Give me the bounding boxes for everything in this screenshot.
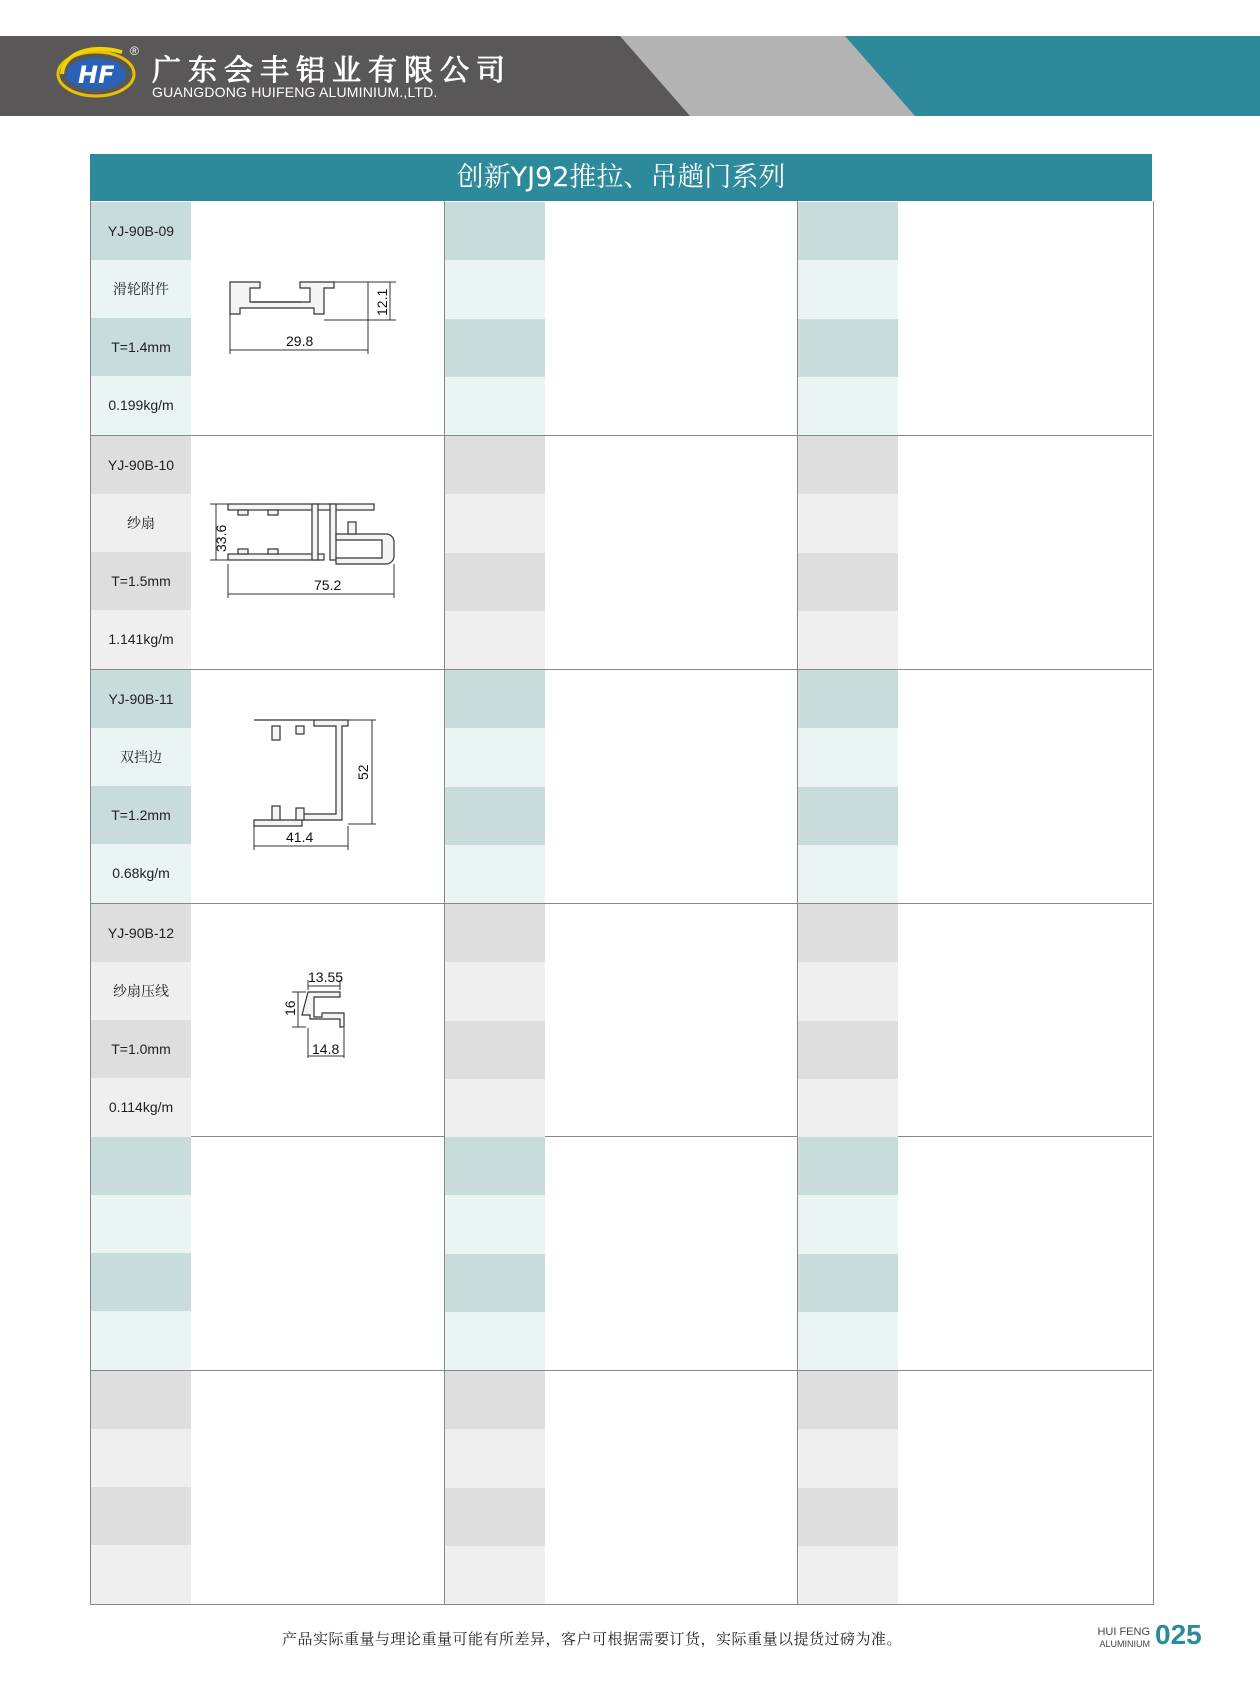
empty-label-cell: [798, 319, 898, 378]
product-weight: 0.199kg/m: [91, 376, 191, 435]
empty-label-cell: [91, 1487, 191, 1546]
product-thickness: T=1.0mm: [91, 1020, 191, 1079]
empty-label-cell: [798, 1079, 898, 1138]
empty-label-cell: [445, 1021, 545, 1080]
product-thickness: T=1.2mm: [91, 786, 191, 845]
empty-label-cell: [445, 377, 545, 436]
empty-label-cell: [798, 553, 898, 612]
product-code: YJ-90B-12: [91, 904, 191, 963]
empty-label-cell: [445, 260, 545, 319]
empty-label-cell: [798, 1546, 898, 1605]
empty-label-cell: [798, 1488, 898, 1547]
empty-label-cell: [445, 611, 545, 670]
empty-label-cell: [91, 1545, 191, 1604]
profile-drawing-yj-90b-11: [248, 716, 388, 852]
product-weight: 1.141kg/m: [91, 610, 191, 669]
company-logo: [52, 44, 142, 106]
empty-label-cell: [798, 436, 898, 495]
product-code: YJ-90B-10: [91, 436, 191, 495]
empty-label-cell: [445, 1195, 545, 1254]
empty-label-cell: [445, 1546, 545, 1605]
product-name: 纱扇: [91, 494, 191, 553]
empty-label-cell: [445, 1312, 545, 1371]
product-weight: 0.68kg/m: [91, 844, 191, 903]
empty-label-cell: [445, 553, 545, 612]
product-weight: 0.114kg/m: [91, 1078, 191, 1137]
empty-label-cell: [445, 202, 545, 261]
product-name: 纱扇压线: [91, 962, 191, 1021]
dimension-label: 75.2: [314, 577, 342, 593]
dimension-label: 41.4: [286, 829, 314, 845]
empty-label-cell: [445, 670, 545, 729]
empty-label-cell: [445, 787, 545, 846]
row-divider: [90, 435, 1152, 436]
footer-note: 产品实际重量与理论重量可能有所差异，客户可根据需要订货，实际重量以提货过磅为准。: [282, 1630, 903, 1648]
empty-label-cell: [798, 1371, 898, 1430]
empty-label-cell: [798, 260, 898, 319]
dimension-label: 33.6: [213, 524, 229, 552]
profile-drawing-yj-90b-12: [278, 970, 358, 1070]
empty-label-cell: [445, 728, 545, 787]
product-thickness: T=1.5mm: [91, 552, 191, 611]
profile-drawing-yj-90b-10: [208, 494, 428, 604]
empty-label-cell: [798, 728, 898, 787]
empty-label-cell: [445, 494, 545, 553]
product-code: YJ-90B-11: [91, 670, 191, 729]
empty-label-cell: [445, 1429, 545, 1488]
empty-label-cell: [798, 1137, 898, 1196]
registered-mark: ®: [130, 44, 139, 58]
dimension-label: 52: [355, 764, 371, 780]
empty-label-cell: [798, 1254, 898, 1313]
empty-label-cell: [445, 1371, 545, 1430]
empty-label-cell: [91, 1137, 191, 1196]
empty-label-cell: [445, 436, 545, 495]
dimension-label: 29.8: [286, 333, 314, 349]
dimension-label: 13.55: [308, 970, 344, 985]
empty-label-cell: [798, 787, 898, 846]
empty-label-cell: [798, 611, 898, 670]
empty-label-cell: [798, 377, 898, 436]
footer-brand-line2: ALUMINIUM: [1099, 1639, 1150, 1649]
product-name: 滑轮附件: [91, 260, 191, 319]
empty-label-cell: [798, 494, 898, 553]
empty-label-cell: [445, 1488, 545, 1547]
empty-label-cell: [445, 1079, 545, 1138]
dimension-label: 16: [282, 1000, 298, 1016]
empty-label-cell: [798, 1021, 898, 1080]
footer-brand: [1090, 1626, 1150, 1650]
empty-label-cell: [798, 1195, 898, 1254]
empty-label-cell: [798, 1312, 898, 1371]
empty-label-cell: [445, 845, 545, 904]
row-divider: [90, 1370, 1152, 1371]
profile-drawing-yj-90b-09: [220, 270, 410, 360]
row-divider: [90, 1136, 1152, 1137]
empty-label-cell: [91, 1253, 191, 1312]
footer-brand-line1: HUI FENG: [1097, 1626, 1150, 1638]
empty-label-cell: [445, 962, 545, 1021]
empty-label-cell: [798, 670, 898, 729]
empty-label-cell: [91, 1311, 191, 1370]
empty-label-cell: [445, 319, 545, 378]
row-divider: [90, 903, 1152, 904]
dimension-label: 12.1: [374, 288, 390, 316]
empty-label-cell: [798, 1429, 898, 1488]
logo-text: HF: [78, 61, 115, 89]
product-name: 双挡边: [91, 728, 191, 787]
empty-label-cell: [798, 904, 898, 963]
empty-label-cell: [445, 1137, 545, 1196]
company-name-en: GUANGDONG HUIFENG ALUMINIUM.,LTD.: [152, 84, 438, 100]
row-divider: [90, 669, 1152, 670]
empty-label-cell: [91, 1429, 191, 1488]
empty-label-cell: [798, 845, 898, 904]
empty-label-cell: [798, 962, 898, 1021]
product-thickness: T=1.4mm: [91, 318, 191, 377]
empty-label-cell: [91, 1371, 191, 1430]
company-name-cn: 广东会丰铝业有限公司: [152, 53, 513, 87]
product-code: YJ-90B-09: [91, 202, 191, 261]
empty-label-cell: [445, 1254, 545, 1313]
dimension-label: 14.8: [312, 1041, 340, 1057]
page-number: 025: [1155, 1619, 1202, 1650]
empty-label-cell: [445, 904, 545, 963]
table-title: 创新YJ92推拉、吊趟门系列: [90, 154, 1152, 201]
empty-label-cell: [91, 1195, 191, 1254]
empty-label-cell: [798, 202, 898, 261]
